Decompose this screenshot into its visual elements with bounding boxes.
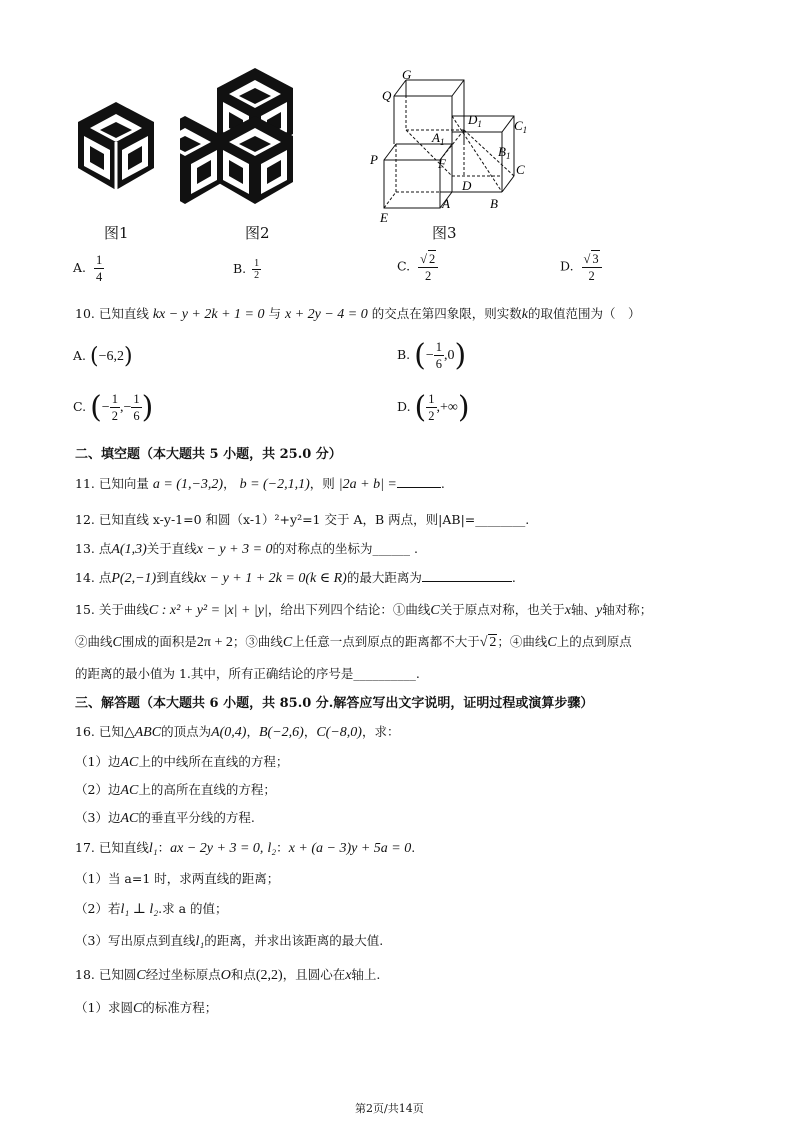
fig3-label-F: F <box>438 156 446 171</box>
fraction: $\frac{√ 3}{2}$ <box>582 250 602 284</box>
q17-part-3: （3）写出原点到直线l₁的距离，并求出该距离的最大值. <box>75 933 384 949</box>
q18-part-1: （1）求圆C的标准方程； <box>75 1000 218 1016</box>
fraction: $\frac{1}{4}$ <box>96 253 103 284</box>
figure-3-box-diagram <box>366 68 536 228</box>
figure-2-cubes <box>180 66 330 206</box>
page-footer: 第2页/共14页 <box>355 1102 424 1115</box>
q16-part-3: （3）边AC的垂直平分线的方程. <box>75 810 255 826</box>
fraction: $\frac{1}{2}$ <box>428 392 435 423</box>
fig3-label-P: P <box>370 152 378 167</box>
section-3-heading: 三、解答题（本大题共 6 小题，共 85.0 分.解答应写出文字说明，证明过程或演算步骤） <box>75 696 594 711</box>
q16-part-2: （2）边AC上的高所在直线的方程； <box>75 782 276 798</box>
fig3-label-D1: $D_1$ <box>468 112 482 129</box>
q10-option-c[interactable]: C. (− $\frac{1}{2}$ ,− $\frac{1}{6}$ ) <box>73 390 154 425</box>
q11: 11. 已知向量 a = (1,−3,2)， b = (−2,1,1)，则 |2a + b| = . <box>75 476 445 492</box>
figure-3-caption: 图3 <box>432 224 457 242</box>
fig3-label-A: A <box>442 196 450 211</box>
q17-part-1: （1）当 a=1 时，求两直线的距离； <box>75 871 280 886</box>
q9-option-b[interactable]: B. $\frac{1}{2}$ <box>233 258 260 281</box>
fig3-label-C: C <box>516 162 525 177</box>
q17-part-2: （2）若l₁ ⊥ l₂.求 a 的值； <box>75 901 228 917</box>
fig3-label-E: E <box>380 210 388 225</box>
fig3-label-B1: $B_1$ <box>498 144 511 161</box>
answer-blank[interactable] <box>422 568 512 582</box>
section-2-heading: 二、填空题（本大题共 5 小题，共 25.0 分） <box>75 447 342 462</box>
q18-stem: 18. 已知圆C经过坐标原点O和点(2,2)，且圆心在x轴上. <box>75 967 381 983</box>
q9-option-a[interactable]: A. $\frac{1}{4}$ <box>73 253 103 284</box>
q10-stem: 10. 已知直线 kx − y + 2k + 1 = 0 与 x + 2y − 4 = 0 的交点在第四象限，则实数k的取值范围为（ ） <box>75 306 641 322</box>
q12: 12. 已知直线 x-y-1=0 和圆（x-1）²+y²=1 交于 A，B 两点，则|AB|=________. <box>75 512 530 527</box>
q9-option-c[interactable]: C. $\frac{√ 2}{2}$ <box>397 250 438 284</box>
q13: 13. 点A(1,3)关于直线x − y + 3 = 0的对称点的坐标为______ . <box>75 541 418 557</box>
q16-stem: 16. 已知△ABC的顶点为A(0,4)，B(−2,6)，C(−8,0)，求： <box>75 724 400 740</box>
q15-line3: 的距离的最小值为 1.其中，所有正确结论的序号是__________. <box>75 666 420 681</box>
fig3-label-C1: $C_1$ <box>514 118 528 135</box>
fig3-label-A1: $A_1$ <box>432 130 445 147</box>
q10-option-d[interactable]: D. ( $\frac{1}{2}$ ,+∞) <box>397 390 470 425</box>
fraction: $\frac{1}{2}$ <box>254 258 260 281</box>
q15-line2: ②曲线C围成的面积是2π + 2；③曲线C上任意一点到原点的距离都不大于√ 2；④曲线C上的点到原点 <box>75 634 632 650</box>
fraction: $\frac{1}{2}$ <box>111 392 118 423</box>
fig3-label-Q: Q <box>382 88 392 103</box>
q9-option-d[interactable]: D. $\frac{√ 3}{2}$ <box>560 250 602 284</box>
fraction: $\frac{1}{6}$ <box>435 340 443 371</box>
q16-part-1: （1）边AC上的中线所在直线的方程； <box>75 754 289 770</box>
q15-line1: 15. 关于曲线C : x² + y² = |x| + |y|，给出下列四个结论：①曲线C关于原点对称，也关于x轴、y轴对称； <box>75 602 653 618</box>
figure-1-cube <box>76 100 156 192</box>
fig3-label-D: D <box>462 178 472 193</box>
q14: 14. 点P(2,−1)到直线kx − y + 1 + 2k = 0(k ∈ R)的最大距离为 . <box>75 570 516 586</box>
fig3-label-G: G <box>402 68 412 82</box>
figure-2-caption: 图2 <box>245 224 270 242</box>
q17-stem: 17. 已知直线l₁：ax − 2y + 3 = 0, l₂：x + (a − 3)y + 5a = 0. <box>75 840 416 856</box>
fraction: $\frac{1}{6}$ <box>133 392 140 423</box>
q10-option-b[interactable]: B. (− $\frac{1}{6}$ ,0) <box>397 338 467 373</box>
answer-blank[interactable] <box>397 474 441 488</box>
fraction: $\frac{√ 2}{2}$ <box>418 250 438 284</box>
fig3-label-B: B <box>490 196 498 211</box>
figure-1-caption: 图1 <box>104 224 129 242</box>
q10-option-a[interactable]: A. (−6,2) <box>73 344 133 369</box>
